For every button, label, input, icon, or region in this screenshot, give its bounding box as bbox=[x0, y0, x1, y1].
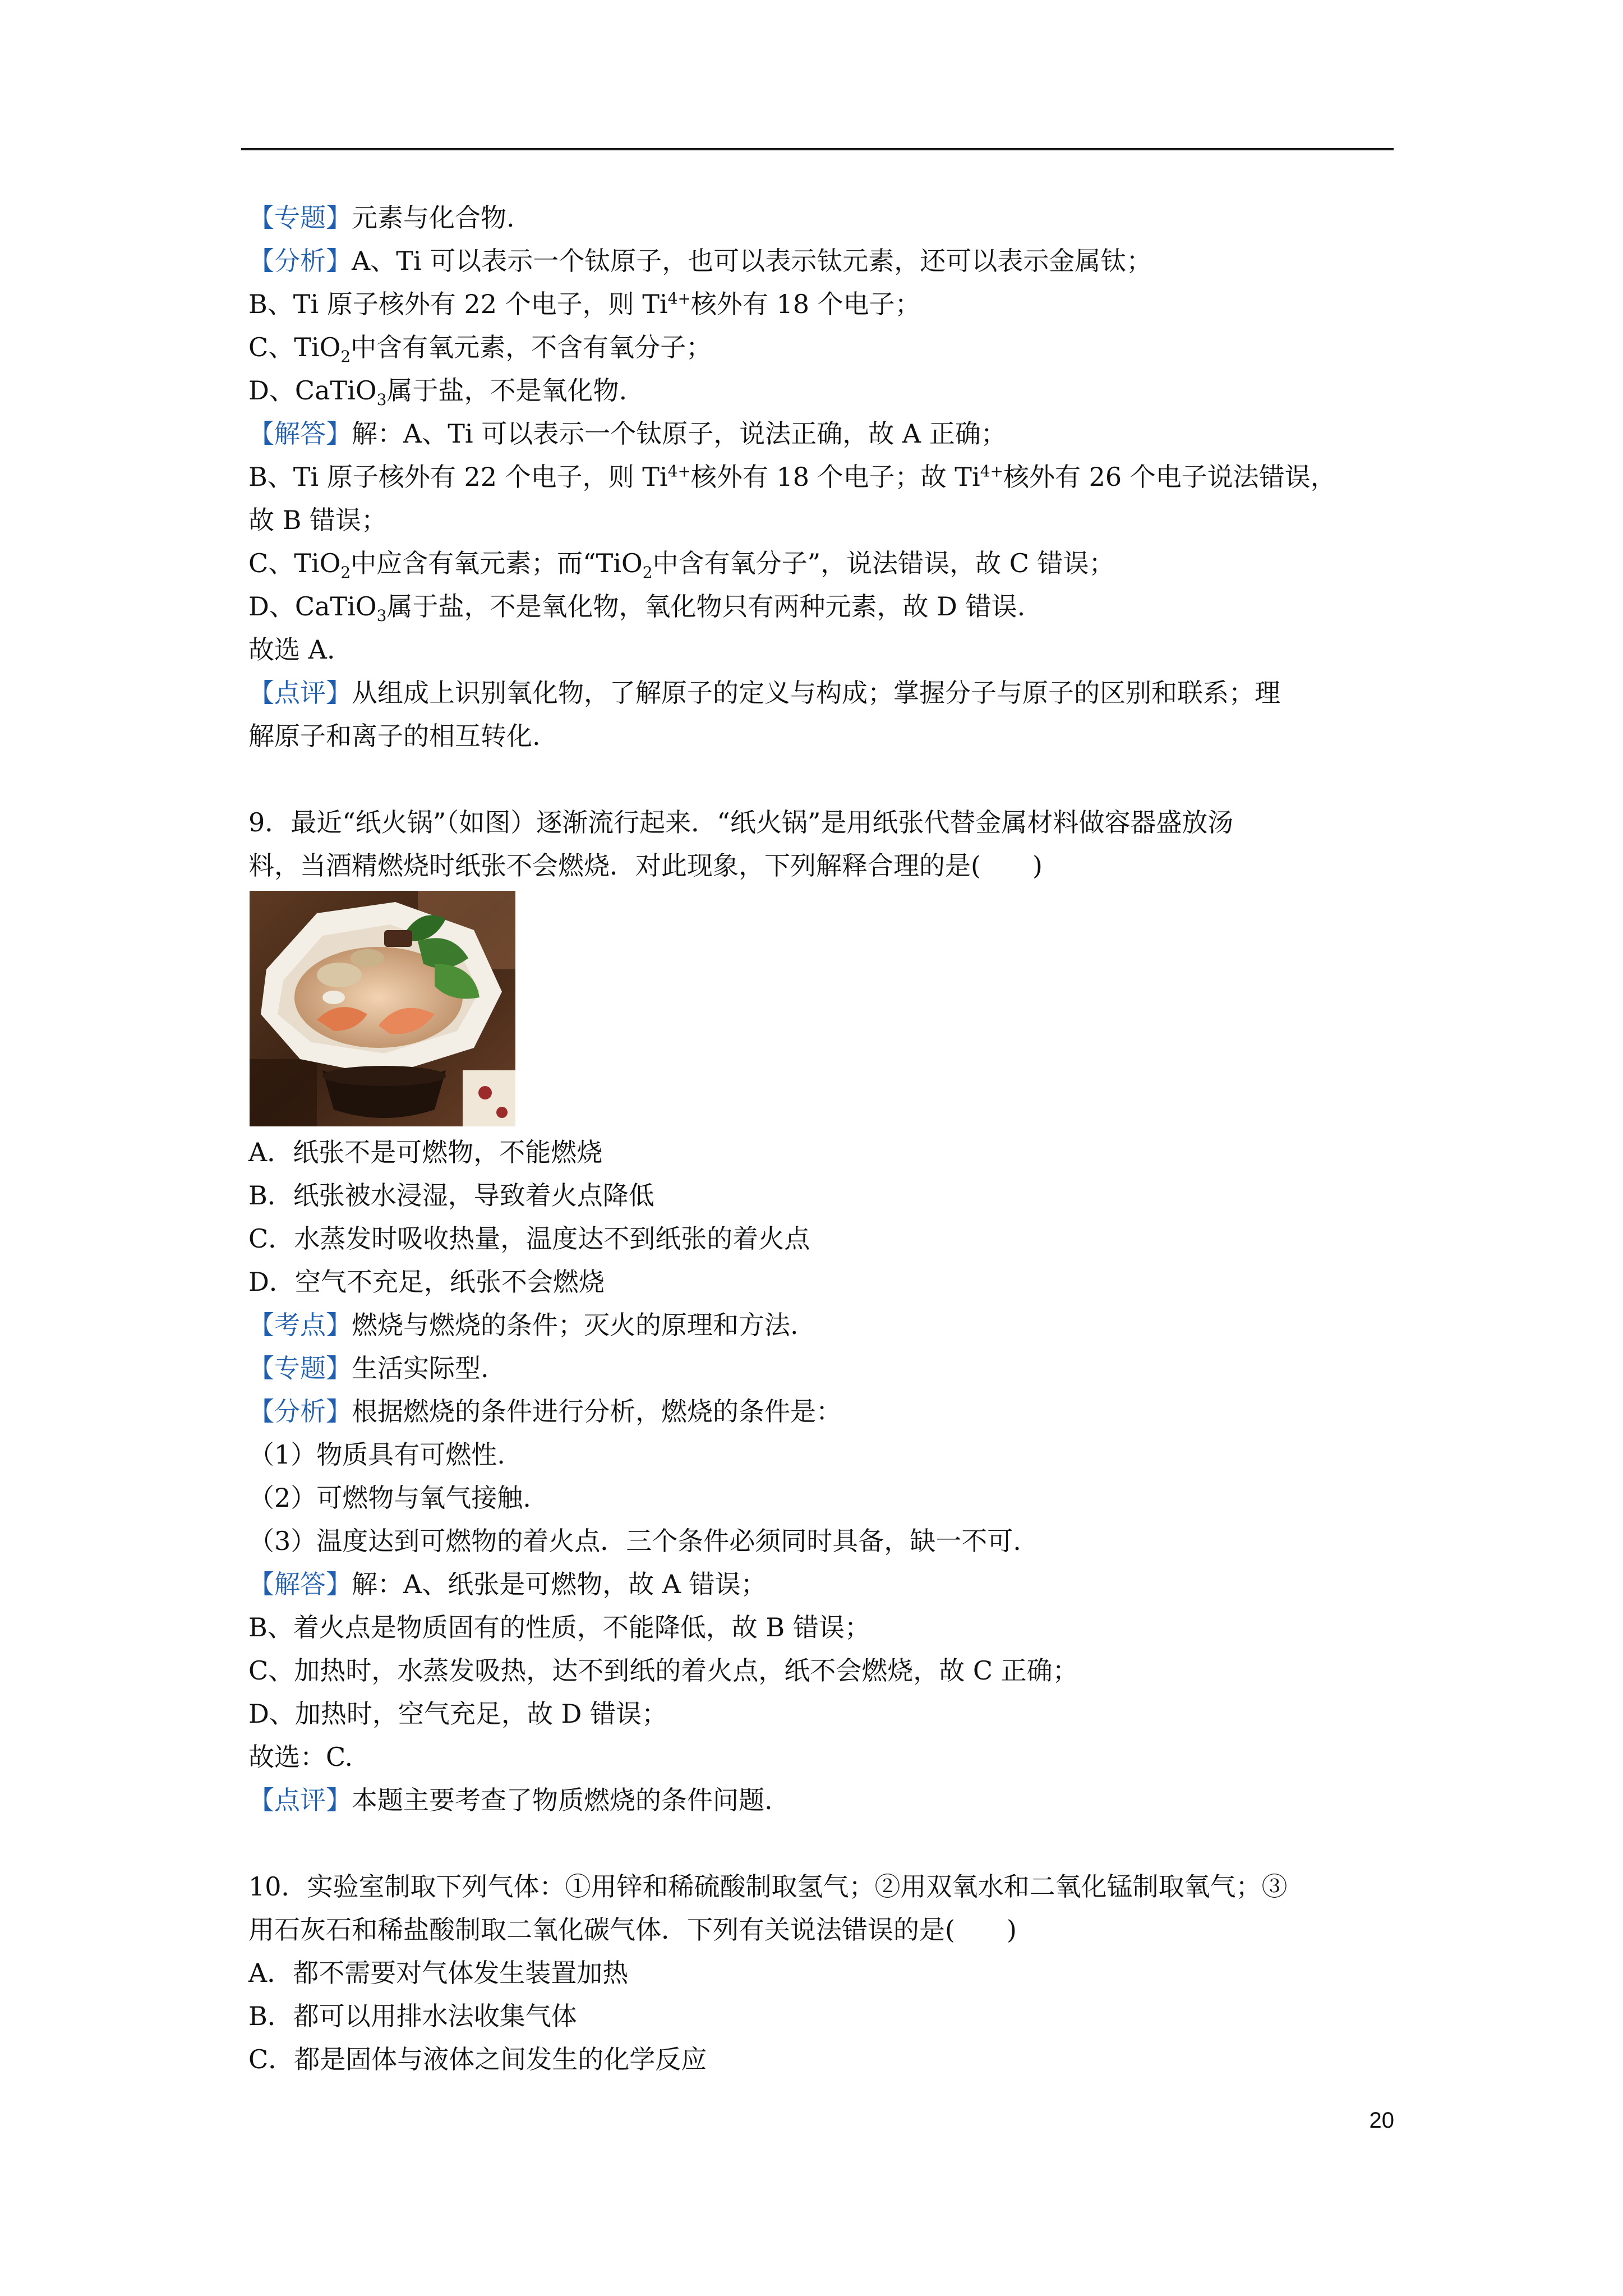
condition-text: （2）可燃物与氧气接触. bbox=[248, 1483, 531, 1513]
q8-answer bbox=[248, 628, 1393, 671]
question-text: 用石灰石和稀盐酸制取二氧化碳气体．下列有关说法错误的是( ) bbox=[248, 1915, 1017, 1945]
q9-stem-line-1 bbox=[248, 801, 1393, 844]
q9-jieda-line-3 bbox=[248, 1649, 1393, 1692]
q8-jieda-line-3 bbox=[248, 499, 1393, 542]
subscript: 2 bbox=[642, 563, 653, 582]
jieda-text: 中应含有氧元素；而“TiO bbox=[351, 548, 643, 578]
fenxi-text: A、Ti 可以表示一个钛原子，也可以表示钛元素，还可以表示金属钛； bbox=[352, 246, 1152, 276]
q9-dianping-line bbox=[248, 1779, 1393, 1822]
jieda-tag: 【解答】 bbox=[248, 418, 352, 449]
fenxi-tag: 【分析】 bbox=[248, 246, 352, 276]
fenxi-text: 根据燃烧的条件进行分析，燃烧的条件是： bbox=[352, 1396, 842, 1427]
dianping-text: 解原子和离子的相互转化. bbox=[248, 721, 541, 751]
fenxi-text: 中含有氧元素，不含有氧分子； bbox=[351, 332, 712, 362]
dianping-tag: 【点评】 bbox=[248, 1785, 352, 1815]
zhuanti-tag: 【专题】 bbox=[248, 203, 352, 233]
jieda-text: 核外有 18 个电子；故 Ti bbox=[690, 462, 980, 492]
q10-stem-line-1 bbox=[248, 1865, 1393, 1908]
q9-jieda-line-2 bbox=[248, 1606, 1393, 1649]
q8-fenxi-line-1 bbox=[248, 240, 1393, 283]
condition-text: （3）温度达到可燃物的着火点．三个条件必须同时具备，缺一不可. bbox=[248, 1526, 1021, 1556]
option-text: C．水蒸发时吸收热量，温度达不到纸张的着火点 bbox=[248, 1223, 810, 1254]
jieda-text: D、加热时，空气充足，故 D 错误； bbox=[248, 1699, 668, 1729]
jieda-text: B、着火点是物质固有的性质，不能降低，故 B 错误； bbox=[248, 1612, 870, 1642]
spacer bbox=[248, 1822, 1393, 1865]
q9-answer bbox=[248, 1736, 1393, 1779]
option-text: A．纸张不是可燃物，不能燃烧 bbox=[248, 1137, 603, 1167]
subscript: 3 bbox=[376, 390, 387, 409]
fenxi-tag: 【分析】 bbox=[248, 1396, 352, 1427]
q8-dianping-line-1 bbox=[248, 671, 1393, 715]
jieda-text: 属于盐，不是氧化物，氧化物只有两种元素，故 D 错误. bbox=[386, 591, 1026, 622]
q8-fenxi-line-4 bbox=[248, 369, 1393, 412]
option-text: D．空气不充足，纸张不会燃烧 bbox=[248, 1267, 605, 1297]
jieda-text: 解：A、纸张是可燃物，故 A 错误； bbox=[352, 1569, 767, 1599]
option-text: B．纸张被水浸湿，导致着火点降低 bbox=[248, 1180, 654, 1211]
jieda-text: 中含有氧分子”，说法错误，故 C 错误； bbox=[652, 548, 1115, 578]
header-rule bbox=[241, 148, 1394, 150]
jieda-text: 解：A、Ti 可以表示一个钛原子，说法正确，故 A 正确； bbox=[352, 418, 1007, 449]
q9-option-a bbox=[248, 1131, 1393, 1174]
page-number: 20 bbox=[1369, 2108, 1394, 2133]
dianping-tag: 【点评】 bbox=[248, 678, 352, 708]
dianping-text: 本题主要考查了物质燃烧的条件问题. bbox=[352, 1785, 773, 1815]
q9-jieda-line-1 bbox=[248, 1563, 1393, 1606]
fenxi-text: B、Ti 原子核外有 22 个电子，则 Ti bbox=[248, 289, 668, 319]
subscript: 2 bbox=[340, 347, 351, 366]
kaodian-text: 燃烧与燃烧的条件；灭火的原理和方法. bbox=[352, 1310, 799, 1340]
q8-jieda-line-2 bbox=[248, 455, 1393, 499]
jieda-text: 故 B 错误； bbox=[248, 505, 388, 535]
question-text: 料，当酒精燃烧时纸张不会燃烧．对此现象，下列解释合理的是( ) bbox=[248, 850, 1043, 881]
jieda-text: 核外有 26 个电子说法错误， bbox=[1003, 462, 1336, 492]
subscript: 3 bbox=[376, 606, 387, 625]
question-text: 10．实验室制取下列气体：①用锌和稀硫酸制取氢气；②用双氧水和二氧化锰制取氧气；③ bbox=[248, 1871, 1288, 1902]
q9-jieda-line-4 bbox=[248, 1692, 1393, 1736]
q8-fenxi-line-2 bbox=[248, 283, 1393, 326]
q9-condition-2 bbox=[248, 1476, 1393, 1520]
q8-jieda-line-5 bbox=[248, 585, 1393, 628]
q8-jieda-line-4 bbox=[248, 542, 1393, 585]
option-text: B．都可以用排水法收集气体 bbox=[248, 2001, 577, 2031]
q9-stem-line-2 bbox=[248, 844, 1393, 887]
jieda-text: C、加热时，水蒸发吸热，达不到纸的着火点，纸不会燃烧，故 C 正确； bbox=[248, 1655, 1078, 1686]
page-content bbox=[248, 196, 1393, 2081]
q9-fenxi-line bbox=[248, 1390, 1393, 1433]
q9-option-b bbox=[248, 1174, 1393, 1217]
ion-charge: 4+ bbox=[980, 462, 1003, 481]
fenxi-text: D、CaTiO bbox=[248, 375, 377, 406]
question-text: 9．最近“纸火锅”（如图）逐渐流行起来．“纸火锅”是用纸张代替金属材料做容器盛放汤 bbox=[248, 807, 1234, 838]
q10-option-a bbox=[248, 1952, 1393, 1995]
fenxi-text: 属于盐，不是氧化物. bbox=[386, 375, 628, 406]
ion-charge: 4+ bbox=[667, 289, 691, 308]
hotpot-illustration bbox=[250, 891, 515, 1126]
jieda-tag: 【解答】 bbox=[248, 1569, 352, 1599]
answer-text: 故选 A. bbox=[248, 634, 335, 665]
subscript: 2 bbox=[340, 563, 351, 582]
q9-kaodian-line bbox=[248, 1304, 1393, 1347]
fenxi-text: C、TiO bbox=[248, 332, 341, 362]
condition-text: （1）物质具有可燃性. bbox=[248, 1439, 505, 1470]
jieda-text: D、CaTiO bbox=[248, 591, 377, 622]
q10-option-c bbox=[248, 2038, 1393, 2081]
ion-charge: 4+ bbox=[667, 462, 691, 481]
zhuanti-tag: 【专题】 bbox=[248, 1353, 352, 1383]
q8-dianping-line-2 bbox=[248, 715, 1393, 758]
q9-condition-1 bbox=[248, 1433, 1393, 1476]
jieda-text: B、Ti 原子核外有 22 个电子，则 Ti bbox=[248, 462, 668, 492]
q10-stem-line-2 bbox=[248, 1908, 1393, 1952]
q9-zhuanti-line bbox=[248, 1347, 1393, 1390]
answer-text: 故选：C. bbox=[248, 1742, 353, 1772]
kaodian-tag: 【考点】 bbox=[248, 1310, 352, 1340]
q8-jieda-line-1 bbox=[248, 412, 1393, 455]
q9-condition-3 bbox=[248, 1520, 1393, 1563]
zhuanti-text: 元素与化合物. bbox=[352, 203, 515, 233]
paper-hotpot-photo bbox=[250, 891, 515, 1126]
q10-option-b bbox=[248, 1995, 1393, 2038]
spacer bbox=[248, 758, 1393, 801]
q8-fenxi-line-3 bbox=[248, 326, 1393, 369]
option-text: A．都不需要对气体发生装置加热 bbox=[248, 1958, 629, 1988]
option-text: C．都是固体与液体之间发生的化学反应 bbox=[248, 2044, 707, 2074]
q9-option-d bbox=[248, 1260, 1393, 1304]
fenxi-text: 核外有 18 个电子； bbox=[690, 289, 921, 319]
zhuanti-text: 生活实际型. bbox=[352, 1353, 489, 1383]
q8-zhuanti-line bbox=[248, 196, 1393, 240]
dianping-text: 从组成上识别氧化物，了解原子的定义与构成；掌握分子与原子的区别和联系；理 bbox=[352, 678, 1280, 708]
jieda-text: C、TiO bbox=[248, 548, 341, 578]
q9-option-c bbox=[248, 1217, 1393, 1260]
